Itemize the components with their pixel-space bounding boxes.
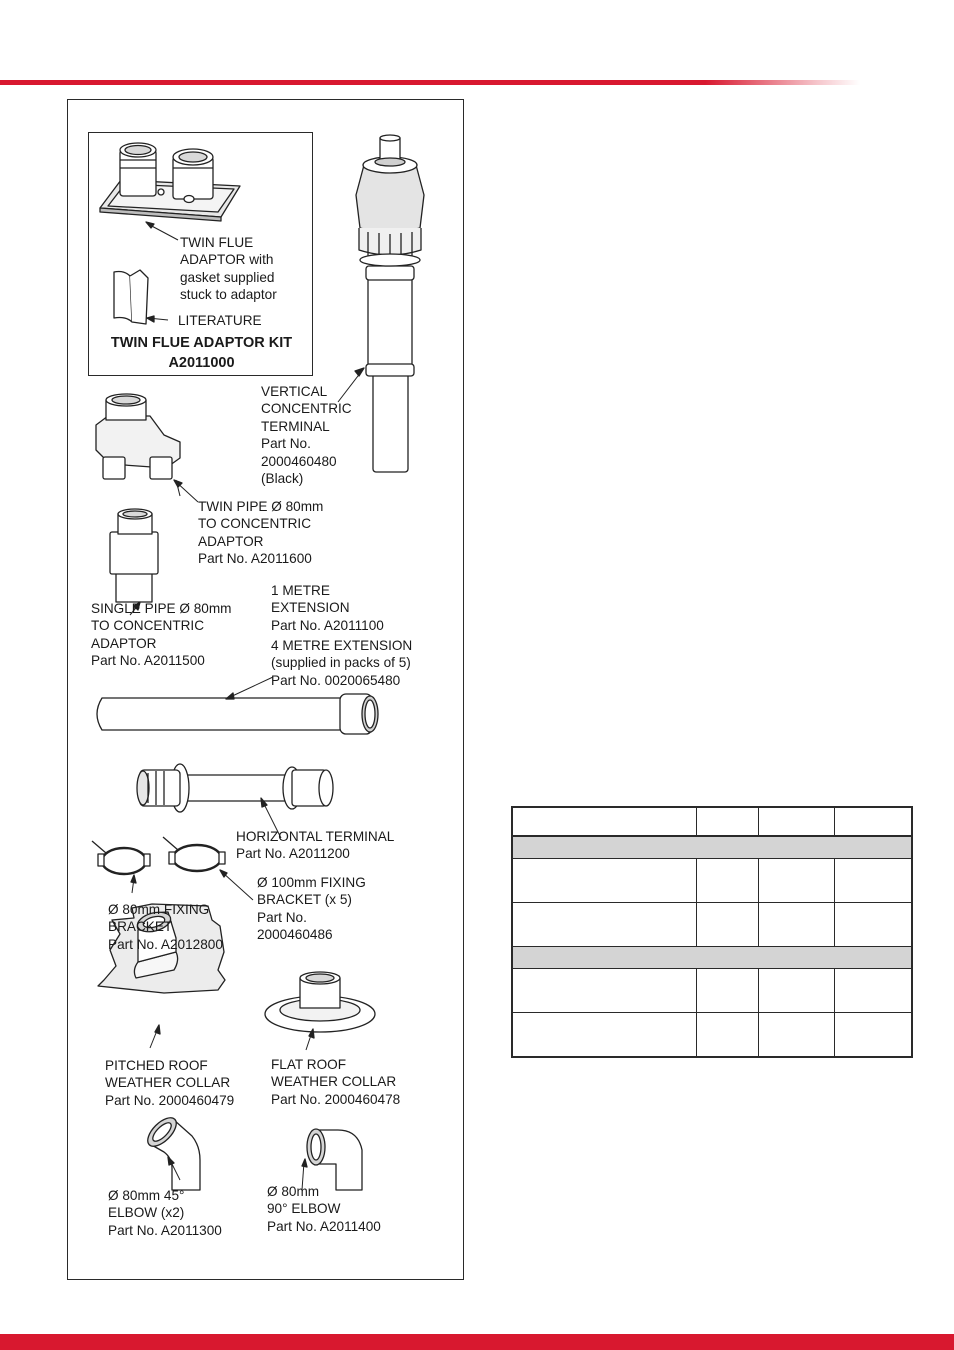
twin-pipe-adaptor-label: TWIN PIPE Ø 80mm TO CONCENTRIC ADAPTOR Part No. A2011600 — [198, 499, 324, 567]
elbow-45-label: Ø 80mm 45° ELBOW (x2) Part No. A2011300 — [108, 1188, 222, 1238]
table-group-row — [512, 946, 912, 968]
bracket-80-label: Ø 80mm FIXING BRACKET Part No. A2012800 — [108, 902, 223, 952]
specification-table — [511, 806, 913, 1058]
twin-flue-adaptor-kit-box — [88, 132, 313, 376]
bracket-100-label: Ø 100mm FIXING BRACKET (x 5) Part No. 2000460486 — [257, 875, 366, 943]
literature-label: LITERATURE — [178, 313, 262, 328]
adaptor-label: TWIN FLUE ADAPTOR with gasket supplied stuck to adaptor — [180, 235, 277, 303]
table-row — [512, 969, 912, 1013]
elbow-45-illustration — [143, 1113, 200, 1190]
horizontal-terminal-label: HORIZONTAL TERMINAL Part No. A2011200 — [236, 829, 395, 862]
bracket-80-illustration — [92, 841, 150, 893]
footer-band — [0, 1334, 954, 1350]
flue-components-figure — [67, 99, 464, 1280]
pitched-roof-collar-label: PITCHED ROOF WEATHER COLLAR Part No. 2000460479 — [105, 1058, 235, 1108]
flat-roof-collar-label: FLAT ROOF WEATHER COLLAR Part No. 2000460478 — [271, 1057, 401, 1107]
vertical-terminal-label: VERTICAL CONCENTRIC TERMINAL Part No. 2000460480 (Black) — [261, 384, 352, 487]
header-rule — [0, 80, 860, 85]
flat-roof-collar-illustration — [265, 972, 375, 1050]
one-metre-extension-label: 1 METRE EXTENSION Part No. A2011100 — [271, 583, 384, 633]
twin-pipe-adaptor-illustration — [96, 394, 198, 502]
kit-part-number: A2011000 — [168, 355, 235, 371]
single-pipe-adaptor-label: SINGLE PIPE Ø 80mm TO CONCENTRIC ADAPTOR Part No. A2011500 — [91, 601, 232, 669]
table-row — [512, 902, 912, 946]
elbow-90-illustration — [302, 1129, 362, 1190]
four-metre-extension-label: 4 METRE EXTENSION (supplied in packs of 5) Part No. 0020065480 — [271, 638, 413, 688]
elbow-90-label: Ø 80mm 90° ELBOW Part No. A2011400 — [267, 1184, 381, 1234]
kit-title: TWIN FLUE ADAPTOR KIT — [110, 335, 293, 351]
table-group-row — [512, 836, 912, 859]
horizontal-terminal-illustration — [137, 764, 333, 838]
table-row — [512, 1013, 912, 1057]
table-header-row — [512, 807, 912, 836]
table-row — [512, 859, 912, 903]
